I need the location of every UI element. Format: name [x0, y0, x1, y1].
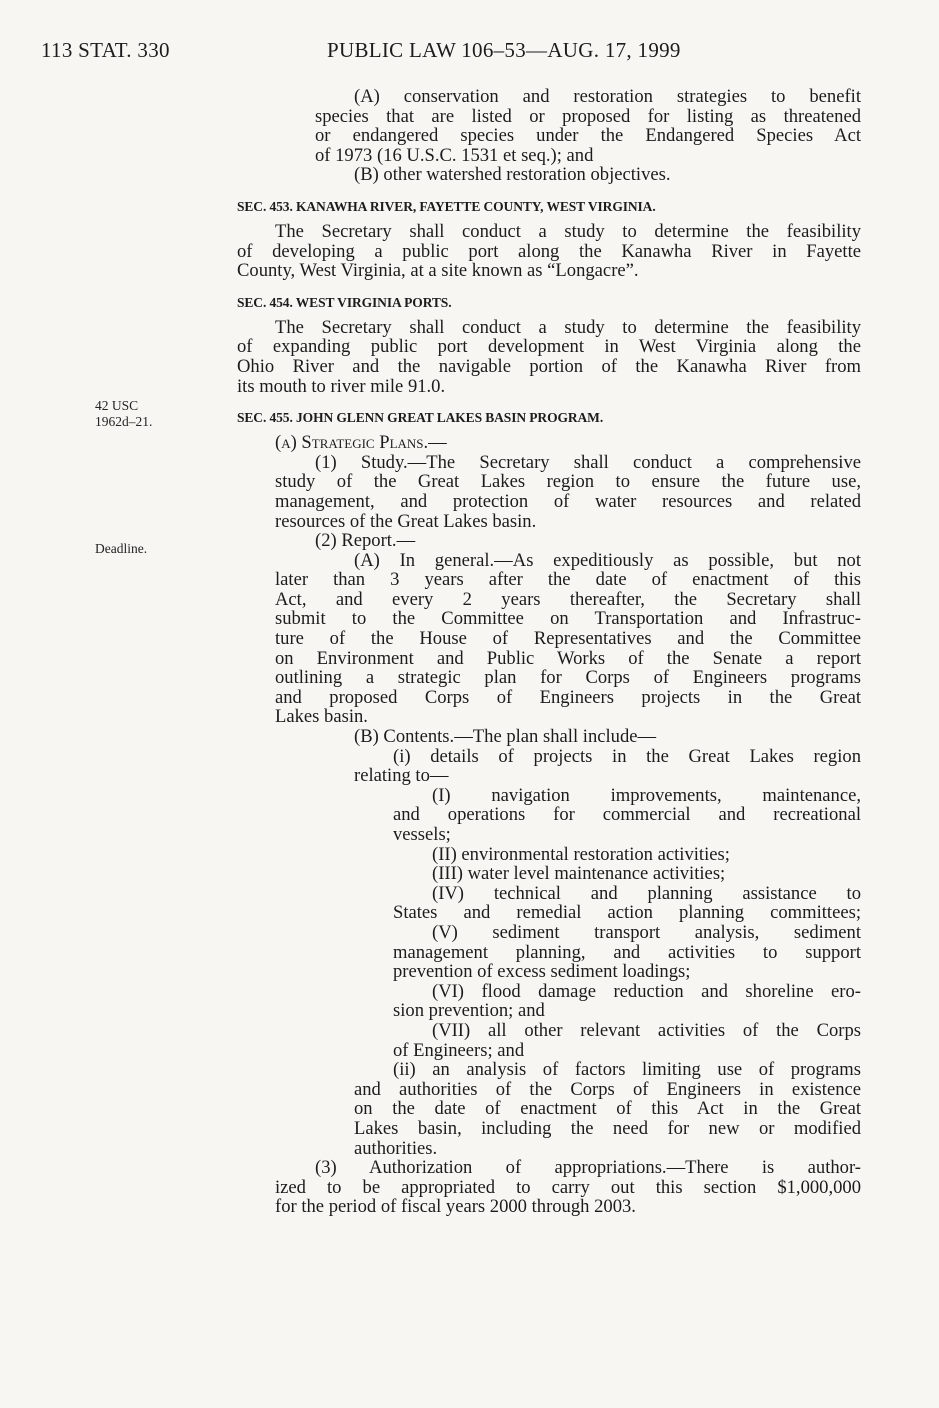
section-heading-455: SEC. 455. JOHN GLENN GREAT LAKES BASIN PROGRAM.: [237, 410, 604, 426]
usc-note-line-1: 42 USC: [95, 398, 139, 413]
text-line: outlining a strategic plan for Corps of Engineers programs: [275, 667, 861, 689]
text-line: Lakes basin.: [275, 706, 368, 728]
text-line: Ohio River and the navigable portion of the Kanawha River from: [237, 355, 861, 377]
text-line: sion prevention; and: [393, 1000, 545, 1022]
text-line: vessels;: [393, 824, 451, 845]
text-line: (II) environmental restoration activities;: [432, 843, 730, 865]
usc-note-line-2: 1962d–21.: [95, 414, 153, 429]
text-line: (i) details of projects in the Great Lakes region: [393, 745, 861, 767]
deadline-note: Deadline.: [95, 541, 148, 556]
text-line: (3) Authorization of appropriations.—There is author-: [315, 1157, 861, 1179]
text-line: resources of the Great Lakes basin.: [275, 510, 537, 532]
text-line: (B) Contents.—The plan shall include—: [354, 726, 657, 748]
text-line: (IV) technical and planning assistance to: [432, 882, 861, 904]
text-line: (A) conservation and restoration strategies to benefit: [354, 86, 861, 107]
text-line: (1) Study.—The Secretary shall conduct a comprehensive: [315, 451, 861, 473]
text-line: later than 3 years after the date of enactment of this: [275, 569, 861, 591]
body-text: [237, 87, 861, 1217]
text-line: (VI) flood damage reduction and shoreline ero-: [432, 980, 861, 1002]
text-line: (ii) an analysis of factors limiting use of programs: [393, 1059, 861, 1081]
text-line: The Secretary shall conduct a study to determine the feasibility: [275, 220, 861, 242]
text-line: on the date of enactment of this Act in the Great: [354, 1098, 861, 1120]
text-line: study of the Great Lakes region to ensure the future use,: [275, 471, 861, 493]
text-line: (I) navigation improvements, maintenance,: [432, 784, 861, 806]
text-line: on Environment and Public Works of the Senate a report: [275, 647, 861, 669]
text-line: authorities.: [354, 1137, 438, 1159]
text-line: (VII) all other relevant activities of the Corps: [432, 1019, 861, 1041]
text-line: species that are listed or proposed for listing as threatened: [315, 105, 861, 127]
text-line: County, West Virginia, at a site known as “Longacre”.: [237, 260, 639, 282]
text-line: for the period of fiscal years 2000 through 2003.: [275, 1196, 636, 1218]
text-line: relating to—: [354, 765, 449, 787]
running-header: PUBLIC LAW 106–53—AUG. 17, 1999: [327, 38, 681, 62]
text-line: of expanding public port development in West Virginia along the: [237, 336, 861, 358]
stat-page-number: 113 STAT. 330: [41, 38, 170, 62]
text-line: (III) water level maintenance activities;: [432, 863, 726, 885]
text-line: or endangered species under the Endangered Species Act: [315, 125, 861, 147]
text-line: submit to the Committee on Transportation and Infrastruc-: [275, 608, 861, 630]
text-line: management, and protection of water resources and related: [275, 490, 861, 512]
text-line: ized to be appropriated to carry out this section $1,000,000: [275, 1176, 861, 1198]
text-line: prevention of excess sediment loadings;: [393, 961, 691, 983]
text-line: of developing a public port along the Kanawha River in Fayette: [237, 240, 861, 262]
section-heading-453: SEC. 453. KANAWHA RIVER, FAYETTE COUNTY, WEST VIRGINIA.: [237, 198, 656, 214]
text-line: and proposed Corps of Engineers projects in the Great: [275, 686, 861, 708]
text-line: ture of the House of Representatives and the Committee: [275, 628, 861, 650]
text-line: Lakes basin, including the need for new or modified: [354, 1117, 861, 1139]
text-line: The Secretary shall conduct a study to determine the feasibility: [275, 316, 861, 338]
text-line: and authorities of the Corps of Engineers in existence: [354, 1078, 861, 1100]
text-line: (A) In general.—As expeditiously as possible, but not: [354, 549, 861, 571]
section-heading-454: SEC. 454. WEST VIRGINIA PORTS.: [237, 294, 452, 310]
text-line: States and remedial action planning committees;: [393, 902, 861, 924]
text-line: and operations for commercial and recreational: [393, 804, 861, 826]
text-line: management planning, and activities to support: [393, 941, 861, 963]
text-line: of Engineers; and: [393, 1039, 525, 1061]
text-line: Act, and every 2 years thereafter, the Secretary shall: [275, 588, 861, 610]
text-line: of 1973 (16 U.S.C. 1531 et seq.); and: [315, 144, 594, 166]
paragraph-heading: (2) Report.—: [315, 530, 416, 552]
usc-citation-note: [95, 398, 152, 430]
subsection-heading: (a) Strategic Plans.—: [275, 432, 447, 454]
text-line: (B) other watershed restoration objectives.: [354, 164, 671, 186]
text-line: (V) sediment transport analysis, sediment: [432, 921, 861, 943]
text-line: its mouth to river mile 91.0.: [237, 375, 446, 397]
